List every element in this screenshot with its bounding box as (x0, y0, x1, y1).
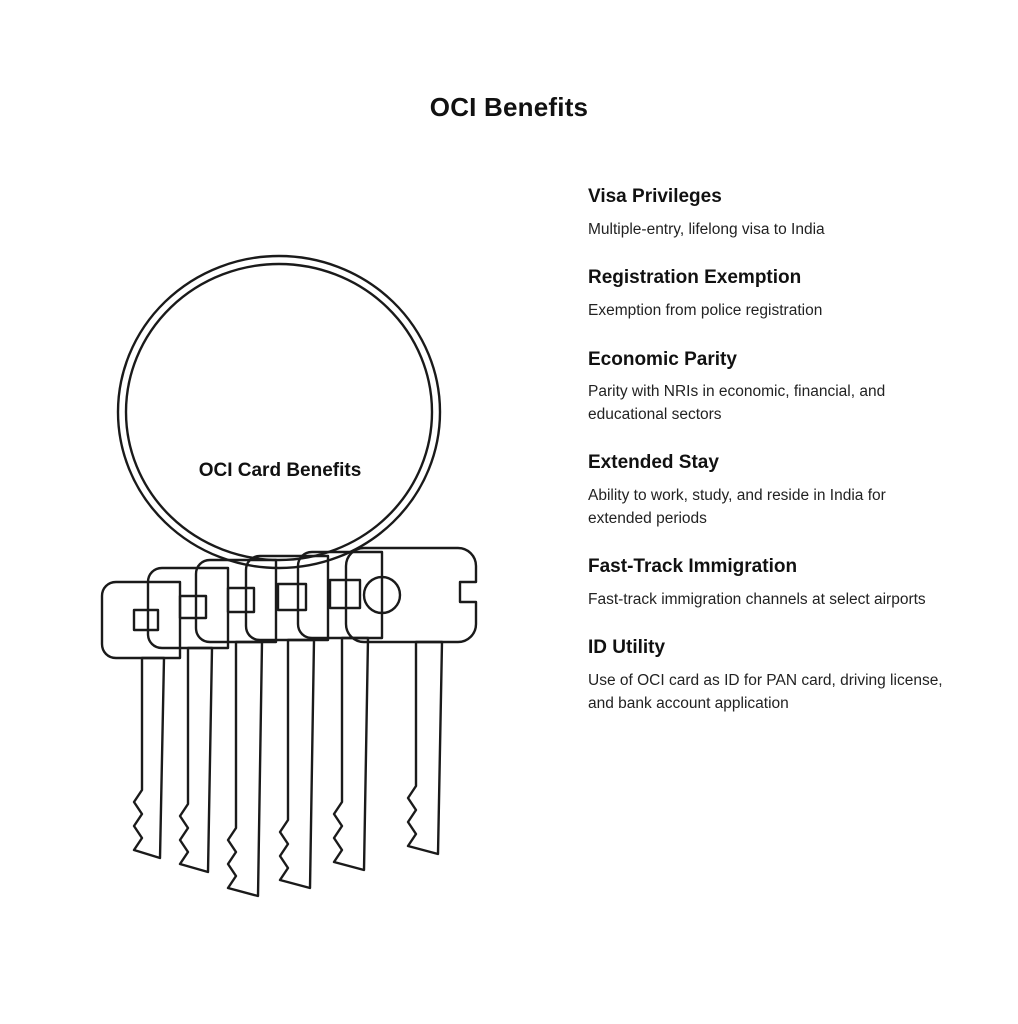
benefit-item (588, 349, 988, 427)
benefit-description: Ability to work, study, and reside in India for extended periods (588, 487, 886, 527)
benefits-list (588, 186, 988, 715)
benefit-item (588, 452, 988, 530)
benefit-title: Registration Exemption (588, 267, 802, 289)
benefit-description: Multiple-entry, lifelong visa to India (588, 220, 825, 238)
benefit-title: Fast-Track Immigration (588, 556, 798, 577)
benefit-item (588, 637, 988, 715)
page-title: OCI Benefits (429, 92, 589, 122)
benefit-title: Visa Privileges (588, 186, 722, 207)
benefit-description: Exemption from police registration (588, 302, 823, 320)
benefit-description: Parity with NRIs in economic, financial, and educational sectors (588, 383, 886, 423)
benefit-item (588, 556, 988, 611)
benefit-title: ID Utility (588, 637, 666, 659)
benefit-item (588, 267, 988, 322)
benefit-item (588, 186, 988, 241)
benefit-title: Extended Stay (588, 452, 719, 474)
benefit-description: Use of OCI card as ID for PAN card, driving license, and bank account application (588, 672, 943, 712)
illustration-center-label: OCI Card Benefits (198, 460, 362, 481)
keyring-illustration (30, 230, 550, 910)
benefit-description: Fast-track immigration channels at select airports (588, 590, 926, 608)
benefit-title: Economic Parity (588, 348, 737, 370)
